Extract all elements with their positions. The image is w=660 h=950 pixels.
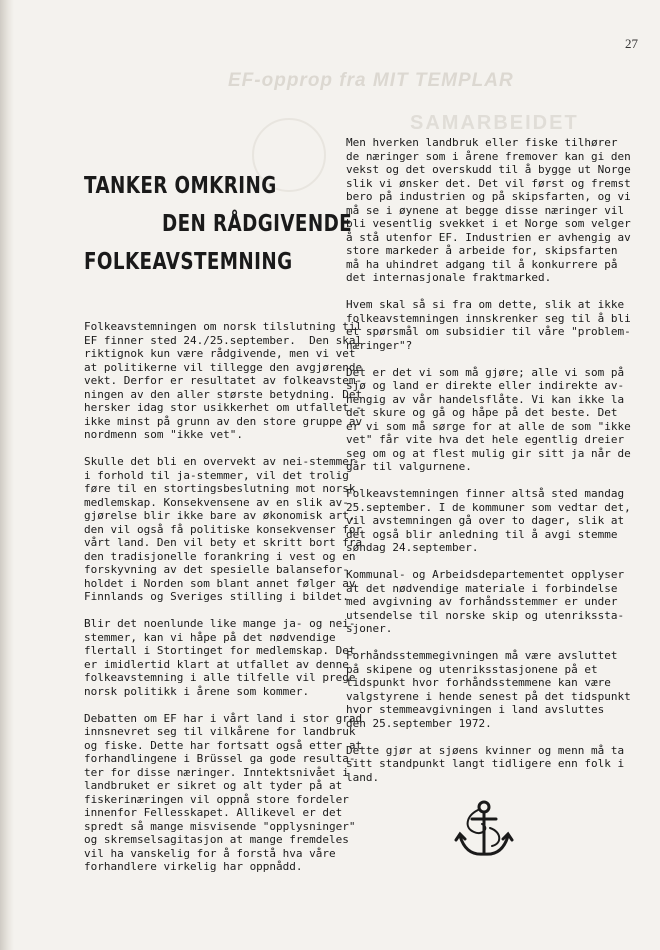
paragraph: Folkeavstemningen om norsk tilslutning til EF finner sted 24./25.september. Den skal riktignok kun være rådgivende, men vi vet at politikerne vil tillegge den avgjørende vekt. Derfor er resultatet av folkeavstem- ningen av den aller største betydning. Det hersker idag stor usikkerhet om utfallet - ikke minst på grunn av den store gruppe av nordmenn som "ikke vet".: [84, 320, 363, 441]
paragraph: Men hverken landbruk eller fiske tilhører de næringer som i årene fremover kan gi den vekst og det overskudd til å bygge ut Norge slik vi ønsker det. Det vil først og fremst bero på industrien og på skipsfarten, og vi må se i øynene at begge disse næringer vil bli vesentlig svekket i et Norge som velger å stå utenfor EF. Industrien er avhengig av store markeder å arbeide for, skipsfarten må ha uhindret adgang til å konkurrere på det internasjonale fraktmarked.: [346, 136, 631, 284]
paragraph: Dette gjør at sjøens kvinner og menn må ta sitt standpunkt langt tidligere enn folk i land.: [346, 743, 625, 784]
paragraph: Kommunal- og Arbeidsdepartementet opplyser at det nødvendige materiale i forbindelse med avgivning av forhåndsstemmer er under utsendelse til norske skip og utenrikssta- sjoner.: [346, 568, 625, 635]
left-column: [84, 320, 363, 887]
show-through-subheading: SAMARBEIDET: [410, 112, 579, 134]
paragraph: Debatten om EF har i vårt land i stor grad innsnevret seg til vilkårene for landbruk og fiske. Dette har fortsatt også etter at forhandlingene i Brüssel ga gode resulta- ter for disse næringer. Inntektsnivået i landbruket er sikret og alt tyder på at fiskerinæringen vil oppnå store fordeler innenfor Fellesskapet. Allikevel er det spredt så mange misvisende "opplysninger" og skremselsagitasjon at mange fremdeles vil ha vanskelig for å forstå hva våre forhandlere virkelig har oppnådd.: [84, 711, 363, 873]
show-through-heading: EF-opprop fra MIT TEMPLAR: [228, 70, 514, 91]
right-column: [346, 136, 636, 798]
title-line-3: FOLKEAVSTEMNING: [84, 247, 293, 275]
title-line-2: DEN RÅDGIVENDE: [162, 209, 353, 237]
paragraph: Hvem skal så si fra om dette, slik at ikke folkeavstemningen innskrenker seg til å bli et spørsmål om subsidier til våre "problem- næringer"?: [346, 298, 631, 352]
anchor-icon: [452, 798, 516, 862]
title-line-1: TANKER OMKRING: [84, 171, 277, 199]
page-edge-shadow: [0, 0, 14, 950]
page-number: 27: [625, 36, 638, 51]
paragraph: Det er det vi som må gjøre; alle vi som på sjø og land er direkte eller indirekte av- hengig av vår handelsflåte. Vi kan ikke la det skure og gå og håpe på det beste. Det er vi som må sørge for at alle de som "ikke vet" får vite hva det hele egentlig dreier seg om og at flest mulig gir sitt ja når de går til valgurnene.: [346, 365, 631, 473]
paragraph: Forhåndsstemmegivningen må være avsluttet på skipene og utenriksstasjonene på et tidspunkt hvor forhåndsstemmene kan være valgstyrene i hende senest på det tidspunkt hvor stemmeavgivningen i land avsluttes den 25.september 1972.: [346, 649, 631, 730]
paragraph: Blir det noenlunde like mange ja- og nei- stemmer, kan vi håpe på det nødvendige flertall i Stortinget for medlemskap. Det er imidlertid klart at utfallet av denne folkeavstemning i alle tilfelle vil prege norsk politikk i årene som kommer.: [84, 617, 356, 698]
paragraph: Folkeavstemningen finner altså sted mandag 25.september. I de kommuner som vedtar det, vil avstemningen gå over to dager, slik at det også blir anledning til å avgi stemme søndag 24.september.: [346, 487, 631, 554]
article-title: [84, 166, 353, 280]
paragraph: Skulle det bli en overvekt av nei-stemmer i forhold til ja-stemmer, vil det trolig føre til en stortingsbeslutning mot norsk medlemskap. Konsekvensene av en slik av- gjørelse blir ikke bare av økonomisk art, den vil også få politiske konsekvenser for vårt land. Den vil bety et skritt bort fra den tradisjonelle forankring i vest og en forskyvning av det spesielle balansefor- holdet i Norden som blant annet følger av Finnlands og Sveriges stilling i bildet.: [84, 455, 363, 603]
